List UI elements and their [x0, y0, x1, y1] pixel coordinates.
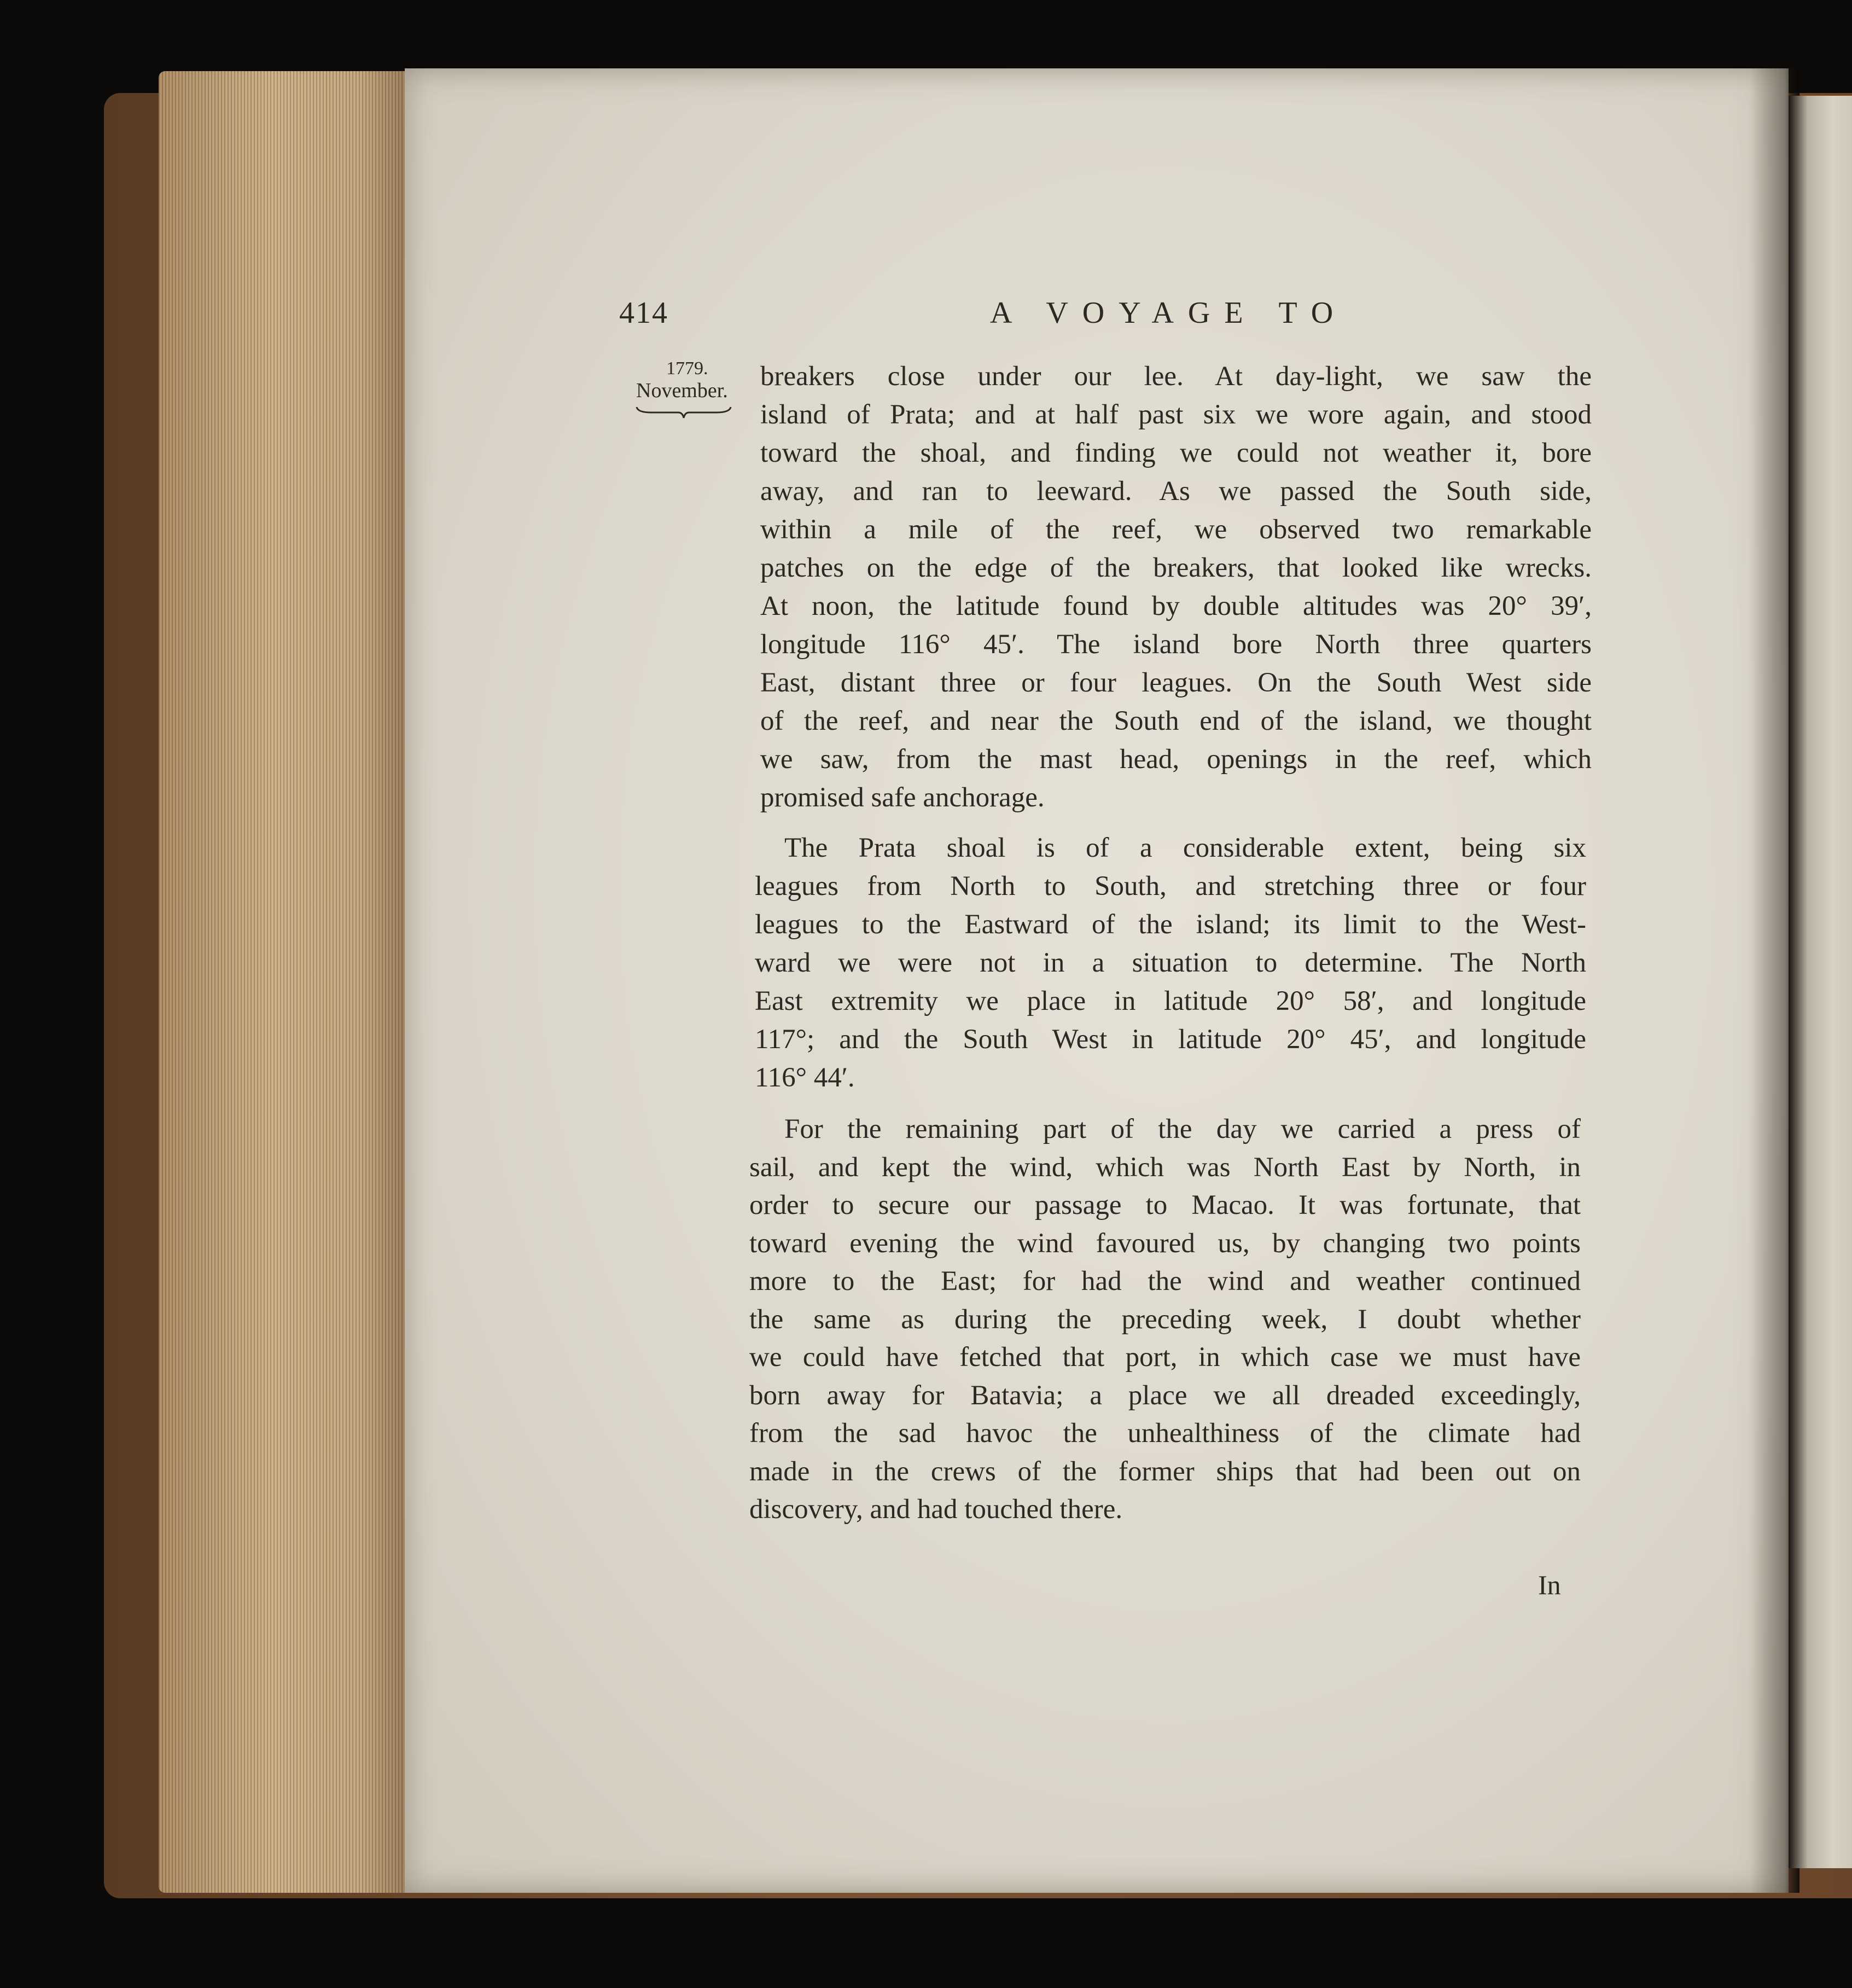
text-line: sail, and kept the wind, which was North East by North, in — [749, 1152, 1581, 1183]
text-line: 117°; and the South West in latitude 20° 45′, and longitude — [755, 1024, 1586, 1055]
text-line: promised safe anchorage. — [760, 782, 1045, 813]
text-line: 116° 44′. — [755, 1062, 855, 1093]
paragraph-3 — [749, 1111, 1581, 1529]
margin-note-year: 1779. — [666, 358, 708, 379]
page-number: 414 — [619, 296, 668, 330]
text-line: the same as during the preceding week, I doubt whether — [749, 1304, 1581, 1335]
text-line: born away for Batavia; a place we all dreaded exceedingly, — [749, 1380, 1581, 1411]
text-line: patches on the edge of the breakers, that looked like wrecks. — [760, 553, 1592, 583]
text-line: East extremity we place in latitude 20° 58′, and longitude — [755, 986, 1586, 1016]
text-line: made in the crews of the former ships that had been out on — [749, 1456, 1581, 1487]
text-line: For the remaining part of the day we carried a press of — [784, 1114, 1581, 1144]
text-line: away, and ran to leeward. As we passed the South side, — [760, 476, 1592, 507]
paragraph-1 — [760, 357, 1592, 817]
text-line: The Prata shoal is of a considerable extent, being six — [784, 833, 1586, 863]
text-line: East, distant three or four leagues. On the South West side — [760, 667, 1592, 698]
text-line: ward we were not in a situation to determine. The North — [755, 948, 1586, 978]
text-line: leagues from North to South, and stretching three or four — [755, 871, 1586, 902]
text-line: toward evening the wind favoured us, by changing two points — [749, 1228, 1581, 1259]
text-line: order to secure our passage to Macao. It was fortunate, that — [749, 1190, 1581, 1220]
text-line: within a mile of the reef, we observed two remarkable — [760, 514, 1592, 545]
text-line: longitude 116° 45′. The island bore North three quarters — [760, 629, 1592, 660]
page-edges — [159, 71, 410, 1893]
text-line: island of Prata; and at half past six we wore again, and stood — [760, 399, 1592, 430]
text-line: we could have fetched that port, in which case we must have — [749, 1342, 1581, 1373]
text-line: breakers close under our lee. At day-light, we saw the — [760, 361, 1592, 392]
catchword: In — [1538, 1570, 1561, 1600]
running-head: A VOYAGE TO — [990, 296, 1348, 330]
brace-icon — [634, 405, 733, 419]
text-line: we saw, from the mast head, openings in the reef, which — [760, 744, 1592, 775]
paragraph-2 — [755, 829, 1586, 1097]
text-line: discovery, and had touched there. — [749, 1494, 1123, 1525]
text-line: toward the shoal, and finding we could not weather it, bore — [760, 438, 1592, 468]
text-line: more to the East; for had the wind and weather continued — [749, 1266, 1581, 1297]
text-line: of the reef, and near the South end of the island, we thought — [760, 706, 1592, 736]
facing-page-edge — [1789, 96, 1852, 1868]
text-line: leagues to the Eastward of the island; its limit to the West- — [755, 909, 1586, 940]
margin-note-month: November. — [636, 379, 728, 402]
text-line: from the sad havoc the unhealthiness of the climate had — [749, 1418, 1581, 1449]
text-line: At noon, the latitude found by double altitudes was 20° 39′, — [760, 591, 1592, 621]
